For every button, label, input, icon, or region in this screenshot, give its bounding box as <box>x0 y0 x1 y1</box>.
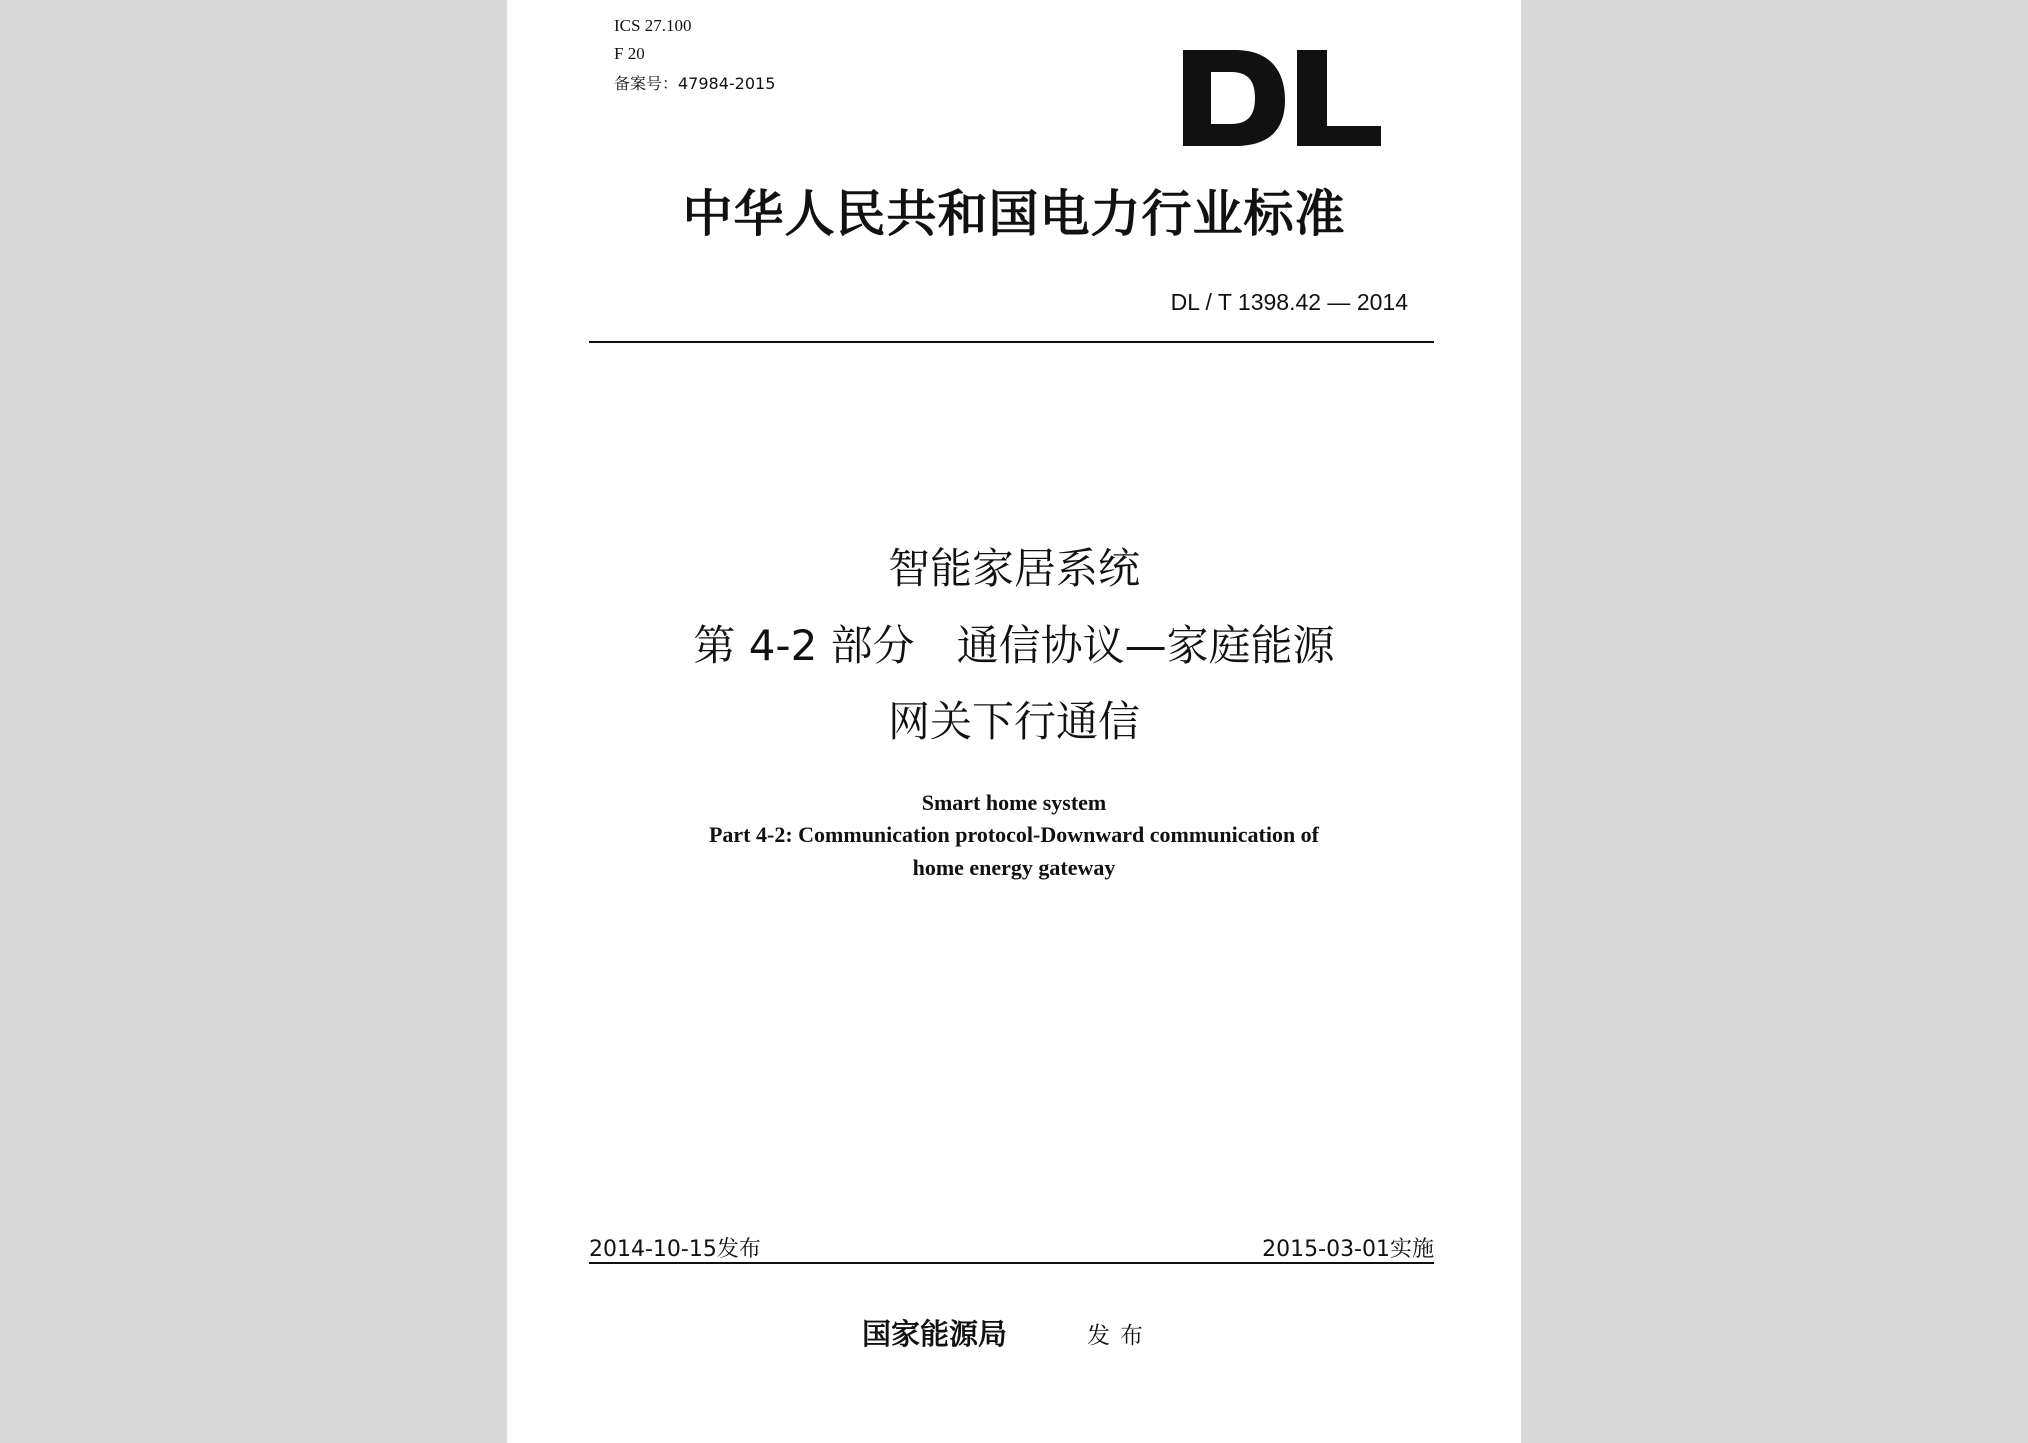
issue-date: 2014-10-15发布 <box>589 1237 761 1262</box>
english-title-line-1: Smart home system <box>921 790 1107 815</box>
record-number: 备案号：47984-2015 <box>614 74 776 93</box>
document-page <box>507 0 1521 1443</box>
chinese-title-line-3: 网关下行通信 <box>887 697 1140 746</box>
standard-category-title: 中华人民共和国电力行业标准 <box>682 184 1346 243</box>
english-title-line-3: home energy gateway <box>912 855 1116 880</box>
effective-date: 2015-03-01实施 <box>1262 1237 1434 1262</box>
ics-code: ICS 27.100 <box>614 16 692 35</box>
top-divider <box>589 341 1434 343</box>
classification-code: F 20 <box>614 44 645 63</box>
publish-label: 发布 <box>1087 1323 1153 1349</box>
bottom-divider <box>589 1262 1434 1264</box>
chinese-title-line-2: 第 4-2 部分 通信协议—家庭能源 <box>693 621 1335 670</box>
standard-code: DL / T 1398.42 — 2014 <box>1170 289 1408 315</box>
publisher-name: 国家能源局 <box>862 1317 1008 1351</box>
english-title-line-2: Part 4-2: Communication protocol-Downward communication of <box>708 822 1320 847</box>
dl-logo <box>1173 32 1383 152</box>
chinese-title-line-1: 智能家居系统 <box>887 544 1140 593</box>
dl-logo-graphic <box>1173 32 1383 152</box>
